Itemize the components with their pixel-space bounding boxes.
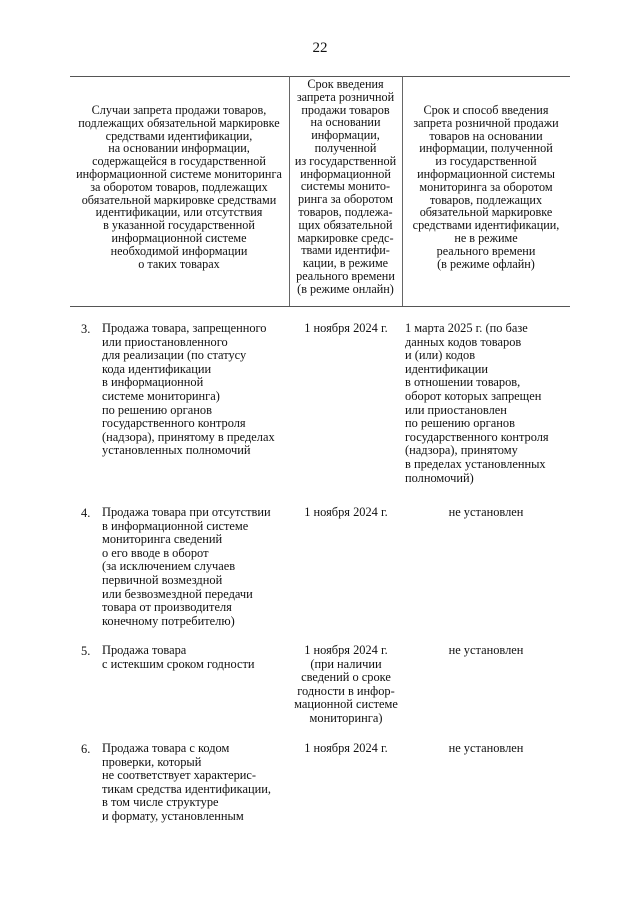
row-number: 5. xyxy=(81,644,91,658)
header-cases: Случаи запрета продажи товаров, подлежащих обязательной маркировке средствами идентификации, на основании информации, содержащейся в государственной информационной системе мониторинга за оборотом товаров, подлежащих обязательной маркировке средствами идентификации, или отсутствия в указанной государственной информационной системе необходимой информации о таких товарах xyxy=(76,103,282,271)
header-bottom-rule xyxy=(70,306,570,307)
offline-date: не установлен xyxy=(448,741,524,755)
offline-date: не установлен xyxy=(448,505,524,519)
online-date: 1 ноября 2024 г. xyxy=(304,741,388,755)
offline-date: не установлен xyxy=(448,643,524,657)
case-text: Продажа товара с истекшим сроком годности xyxy=(102,643,255,671)
header-online: Срок введения запрета розничной продажи товаров на основании информации, полученной из государственной информационной системы монито- ринга за оборотом товаров, подлежа- щих обязательной маркировке средс- твами идентифи- кации, в режиме реального времени (в режиме онлайн) xyxy=(294,77,397,296)
case-text: Продажа товара с кодом проверки, который не соответствует характерис- тикам средства идентификации, в том числе структуре и формату, установленным xyxy=(102,741,271,823)
online-date: 1 ноября 2024 г. xyxy=(304,321,388,335)
header-offline: Срок и способ введения запрета розничной продажи товаров на основании информации, полученной из государственной информационной системы мониторинга за оборотом товаров, подлежащих обязательной маркировке средствами идентификации, не в режиме реального времени (в режиме офлайн) xyxy=(412,103,560,271)
case-text: Продажа товара при отсутствии в информационной системе мониторинга сведений о его вводе в оборот (за исключением случаев первичной возмездной или безвозмездной передачи товара от производителя конечному потребителю) xyxy=(102,505,271,628)
online-date: 1 ноября 2024 г. (при наличии сведений о сроке годности в инфор- мационной системе мониторинга) xyxy=(294,643,398,725)
row-number: 6. xyxy=(81,742,91,756)
offline-date: 1 марта 2025 г. (по базе данных кодов товаров и (или) кодов идентификации в отношении товаров, оборот которых запрещен или приостановлен по решению органов государственного контроля (надзора), принятому в пределах установленных полномочий) xyxy=(405,321,549,485)
case-text: Продажа товара, запрещенного или приостановленного для реализации (по статусу кода идентификации в информационной системе мониторинга) по решению органов государственного контроля (надзора), принятому в пределах установленных полномочий xyxy=(102,321,275,458)
online-date: 1 ноября 2024 г. xyxy=(304,505,388,519)
row-number: 3. xyxy=(81,322,91,336)
page-number: 22 xyxy=(312,40,328,56)
row-number: 4. xyxy=(81,506,91,520)
